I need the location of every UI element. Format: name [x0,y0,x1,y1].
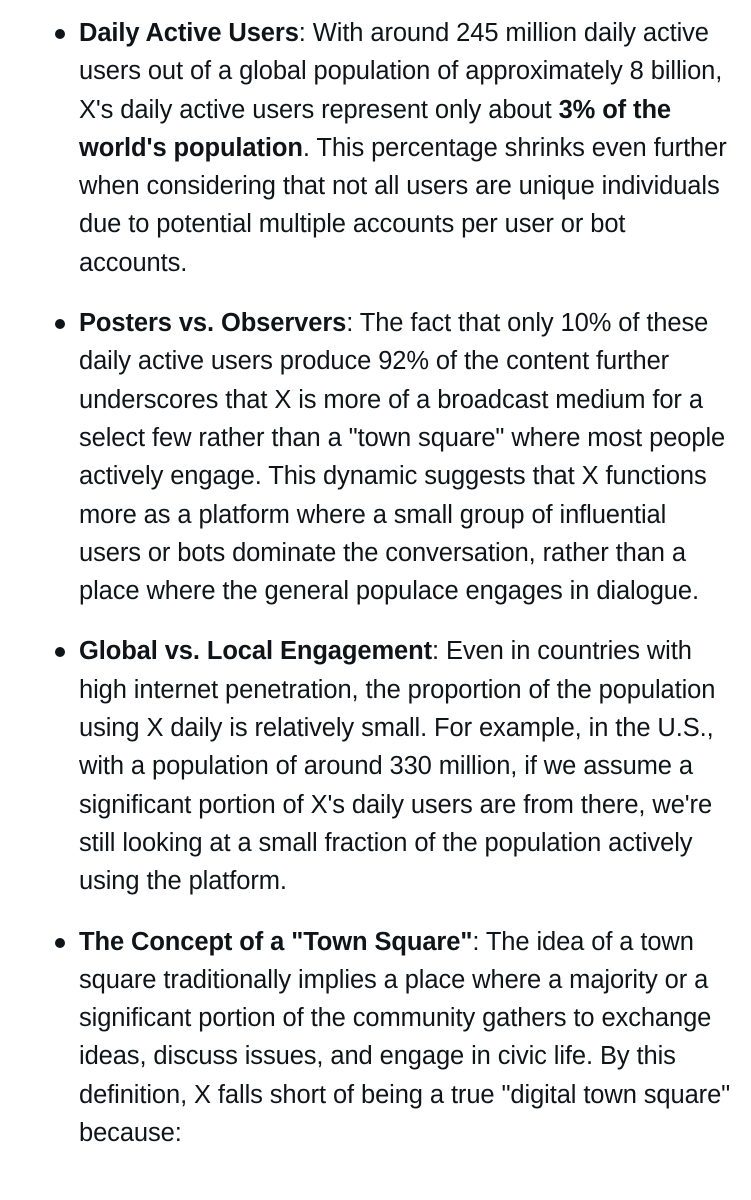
bullet-separator: : [431,637,446,666]
bullet-term: The Concept of a "Town Square" [79,927,473,956]
bullet-list [0,14,751,1152]
bullet-separator: : [298,19,313,47]
bullet-text: Even in countries with high internet penetration, the proportion of the population using X daily is relatively small. For example, in the U.S., with a population of around 330 million, if we assume a significant portion of X's daily users are from there, we're still looking at a small fraction of the population actively using the platform. [79,637,716,896]
bullet-posters-vs-observers [0,304,751,610]
bullet-dot-icon [55,938,65,948]
bullet-town-square-concept [0,923,751,1153]
bullet-term: Daily Active Users [79,19,299,47]
bullet-global-vs-local-engagement [0,632,751,900]
bullet-text: With around 245 million daily active users out of a global population of approximately 8 billion, X's daily active users represent only about [79,19,723,124]
bullet-separator: : [346,309,360,338]
bullet-separator: : [472,927,486,956]
bullet-dot-icon [55,29,65,39]
bullet-text: The idea of a town square traditionally implies a place where a majority or a significant portion of the community gathers to exchange ideas, discuss issues, and engage in civic life. By this definition, X falls short of being a true "digital town square" because: [79,927,731,1148]
bullet-dot-icon [55,647,65,657]
bullet-term: Posters vs. Observers [79,309,347,338]
bullet-term: Global vs. Local Engagement [79,637,432,666]
bullet-daily-active-users [0,14,751,282]
bullet-text: The fact that only 10% of these daily active users produce 92% of the content further underscores that X is more of a broadcast medium for a select few rather than a "town square" where most people actively engage. This dynamic suggests that X functions more as a platform where a small group of influential users or bots dominate the conversation, rather than a place where the general populace engages in dialogue. [79,309,726,606]
bullet-dot-icon [55,319,65,329]
bullet-bold-phrase: 3% of the world's population [79,95,672,162]
bullet-text-continued: . This percentage shrinks even further when considering that not all users are unique individuals due to potential multiple accounts per user or bot accounts. [79,133,727,277]
